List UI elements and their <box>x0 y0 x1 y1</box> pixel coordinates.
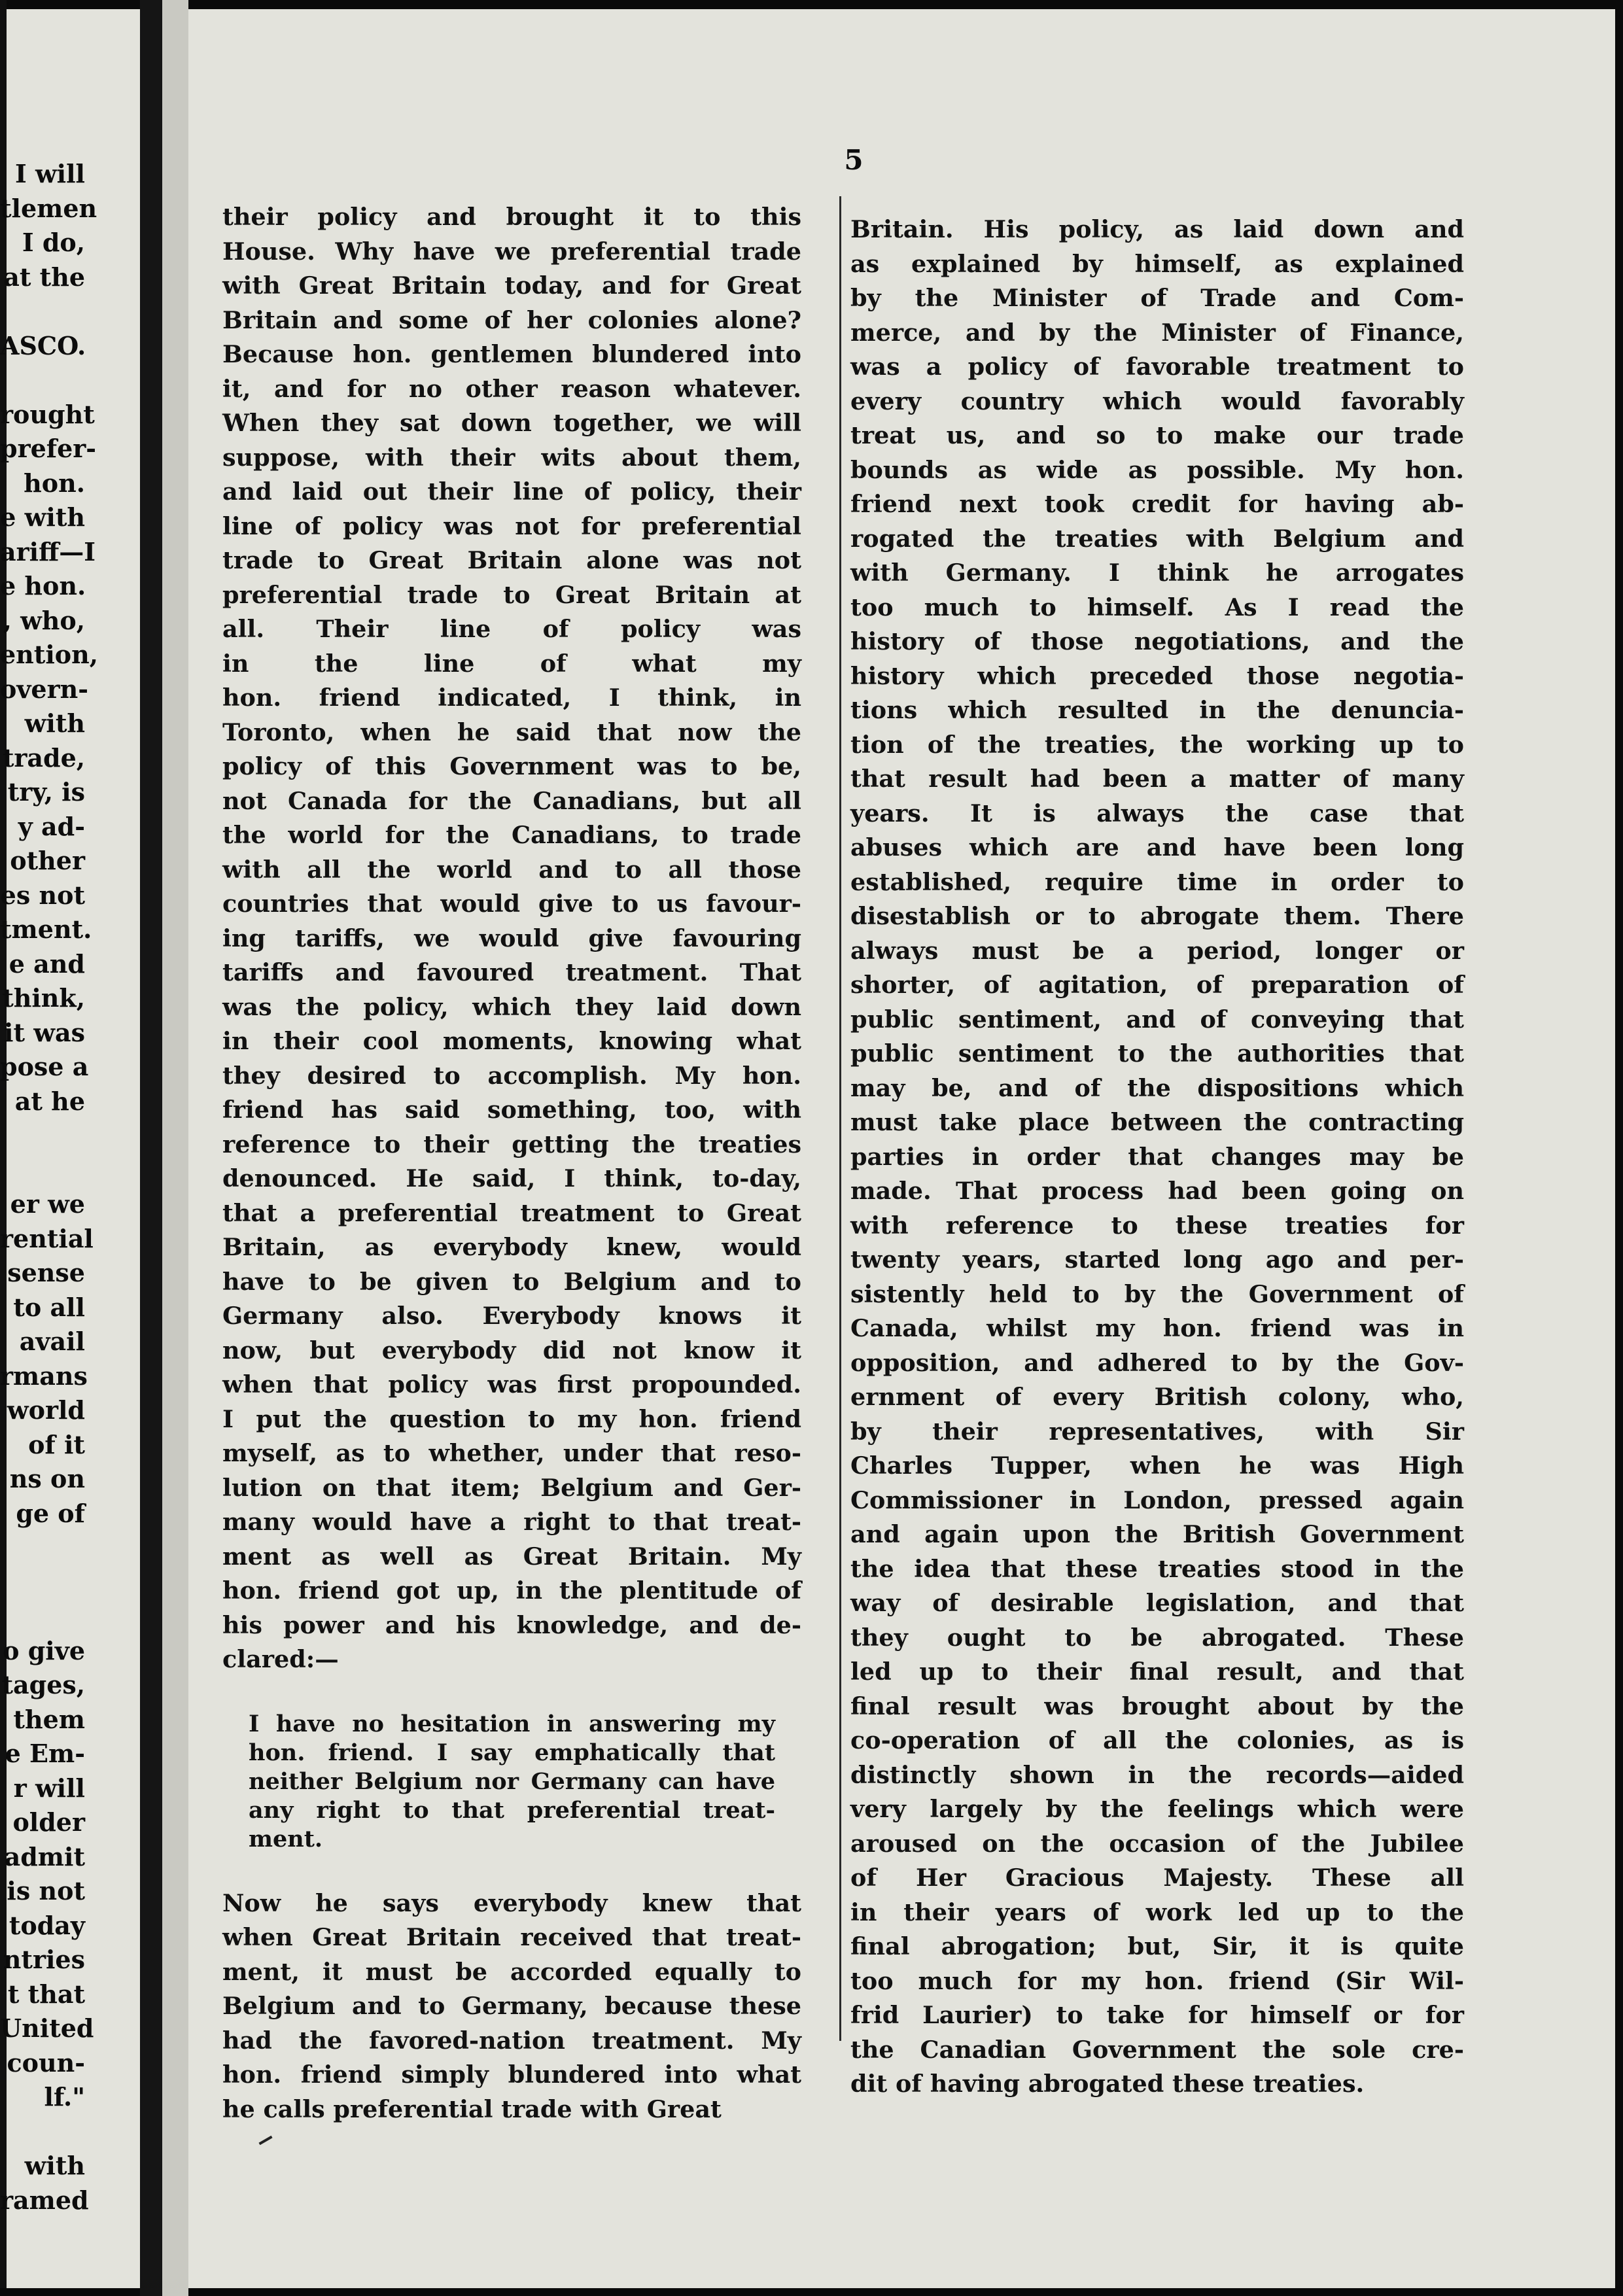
fragment-line: trade, <box>2 742 85 773</box>
text-line: rogated the treaties with Belgium and <box>850 524 1464 553</box>
text-line: Now he says everybody knew that <box>222 1888 801 1917</box>
text-line: Canada, whilst my hon. friend was in <box>850 1314 1464 1342</box>
fragment-line: older <box>12 1807 85 1837</box>
text-line: final result was brought about by the <box>850 1692 1464 1720</box>
paragraph-gap <box>222 1677 801 1710</box>
text-line: public sentiment to the authorities that <box>850 1039 1464 1068</box>
text-line: when Great Britain received that treat- <box>222 1923 801 1951</box>
fragment-line: rmans <box>0 1361 88 1391</box>
fragment-line: of it <box>28 1429 85 1459</box>
binding-shadow <box>162 0 188 2296</box>
text-line: disestablish or to abrogate them. There <box>850 902 1464 930</box>
text-line: merce, and by the Minister of Finance, <box>850 318 1464 347</box>
text-line: bounds as wide as possible. My hon. <box>850 455 1464 484</box>
text-line: too much to himself. As I read the <box>850 593 1464 621</box>
fragment-line: sense <box>7 1258 85 1287</box>
text-line: twenty years, started long ago and per- <box>850 1245 1464 1274</box>
fragment-line: is not <box>7 1876 85 1905</box>
fragment-line: ention, <box>0 640 98 669</box>
text-line: hon. friend simply blundered into what <box>222 2061 801 2089</box>
text-column-right <box>850 213 1464 2102</box>
fragment-line <box>0 1153 85 1188</box>
fragment-line: other <box>10 846 85 875</box>
text-line: hon. friend got up, in the plentitude of <box>222 1576 801 1605</box>
text-line: tions which resulted in the denuncia- <box>850 696 1464 724</box>
fragment-line: at the <box>3 262 85 292</box>
text-line: history which preceded those negotia- <box>850 661 1464 690</box>
text-line: was a policy of favorable treatment to <box>850 353 1464 381</box>
text-line: Britain and some of her colonies alone? <box>222 305 801 334</box>
scan-mark <box>258 2136 272 2145</box>
binding-gutter <box>140 0 162 2296</box>
text-line: the world for the Canadians, to trade <box>222 821 801 849</box>
text-line: by their representatives, with Sir <box>850 1417 1464 1446</box>
fragment-line: , who, <box>3 605 85 635</box>
text-line: in their cool moments, knowing what <box>222 1027 801 1055</box>
quote-line: any right to that preferential treat- <box>249 1796 775 1824</box>
text-line: with all the world and to all those <box>222 855 801 884</box>
scan-border-top <box>0 0 1623 9</box>
text-line: his power and his knowledge, and de- <box>222 1610 801 1639</box>
text-line: friend has said something, too, with <box>222 1096 801 1124</box>
text-line: they desired to accomplish. My hon. <box>222 1061 801 1090</box>
text-line: they ought to be abrogated. These <box>850 1623 1464 1652</box>
text-line: myself, as to whether, under that reso- <box>222 1439 801 1467</box>
text-line: must take place between the contracting <box>850 1108 1464 1136</box>
block-quote <box>222 1710 801 1854</box>
fragment-line: e Em- <box>5 1739 85 1768</box>
text-line: frid Laurier) to take for himself or for <box>850 2001 1464 2029</box>
fragment-line <box>0 2115 85 2149</box>
fragment-line: es not <box>0 880 85 910</box>
text-line: ment, it must be accorded equally to <box>222 1957 801 1986</box>
text-line: now, but everybody did not know it <box>222 1336 801 1365</box>
fragment-line: tment. <box>0 914 92 944</box>
text-line: of Her Gracious Majesty. These all <box>850 1864 1464 1892</box>
text-line: history of those negotiations, and the <box>850 627 1464 655</box>
text-line: line of policy was not for preferential <box>222 512 801 540</box>
fragment-line: pose a <box>0 1052 89 1081</box>
fragment-line: tages, <box>1 1670 85 1699</box>
text-line: and again upon the British Government <box>850 1520 1464 1548</box>
text-line: Britain. His policy, as laid down and <box>850 215 1464 243</box>
text-line: opposition, and adhered to by the Gov- <box>850 1348 1464 1377</box>
text-line: have to be given to Belgium and to <box>222 1267 801 1296</box>
text-line: with reference to these treaties for <box>850 1211 1464 1240</box>
fragment-line: coun- <box>7 2047 85 2078</box>
fragment-line: prefer- <box>0 434 97 463</box>
text-line: when that policy was first propounded. <box>222 1370 801 1399</box>
fragment-line: ariff—I <box>0 536 96 566</box>
text-line: abuses which are and have been long <box>850 833 1464 861</box>
text-line: Britain, as everybody knew, would <box>222 1233 801 1261</box>
fragment-line <box>0 1565 85 1600</box>
text-line: dit of having abrogated these treaties. <box>850 2070 1365 2098</box>
text-line: co-operation of all the colonies, as is <box>850 1726 1464 1754</box>
text-line: treat us, and so to make our trade <box>850 421 1464 449</box>
text-line: had the favored-nation treatment. My <box>222 2026 801 2055</box>
text-line: clared:— <box>222 1645 339 1673</box>
fragment-line: r will <box>13 1773 85 1803</box>
text-line: When they sat down together, we will <box>222 409 801 437</box>
text-line: led up to their final result, and that <box>850 1658 1464 1686</box>
text-line: policy of this Government was to be, <box>222 752 801 780</box>
fragment-line: tlemen <box>0 193 97 223</box>
text-line: not Canada for the Canadians, but all <box>222 786 801 815</box>
fragment-line: today <box>9 1910 85 1940</box>
text-line: years. It is always the case that <box>850 799 1464 827</box>
text-line: their policy and brought it to this <box>222 203 801 231</box>
previous-page-column-fragment <box>0 157 98 2218</box>
fragment-line: e hon. <box>0 571 86 600</box>
text-line: Because hon. gentlemen blundered into <box>222 340 801 368</box>
fragment-line: with <box>24 2151 85 2180</box>
text-line: too much for my hon. friend (Sir Wil- <box>850 1966 1464 1995</box>
text-line: I put the question to my hon. friend <box>222 1404 801 1433</box>
text-line: Commissioner in London, pressed again <box>850 1486 1464 1514</box>
text-line: lution on that item; Belgium and Ger- <box>222 1473 801 1502</box>
text-line: the idea that these treaties stood in the <box>850 1554 1464 1583</box>
scan-border-bottom <box>0 2288 1623 2296</box>
fragment-line: rential <box>0 1223 94 1253</box>
fragment-line: hon. <box>24 468 85 498</box>
text-line: sistently held to by the Government of <box>850 1279 1464 1308</box>
text-line: preferential trade to Great Britain at <box>222 580 801 609</box>
text-line: in their years of work led up to the <box>850 1898 1464 1926</box>
text-line: may be, and of the dispositions which <box>850 1073 1464 1102</box>
text-line: reference to their getting the treaties <box>222 1130 801 1158</box>
fragment-line: try, is <box>7 777 85 807</box>
text-line: Toronto, when he said that now the <box>222 718 801 746</box>
text-line: Belgium and to Germany, because these <box>222 1992 801 2020</box>
fragment-line: lf." <box>44 2082 85 2112</box>
paragraph-1 <box>222 200 801 1677</box>
scan-border-right <box>1615 0 1623 2296</box>
text-line: he calls preferential trade with Great <box>222 2095 722 2123</box>
text-line: very largely by the feelings which were <box>850 1795 1464 1823</box>
fragment-line <box>0 363 85 398</box>
text-line: was the policy, which they laid down <box>222 992 801 1021</box>
text-line: the Canadian Government the sole cre- <box>850 2035 1464 2064</box>
text-line: with Great Britain today, and for Great <box>222 271 801 300</box>
quote-line: I have no hesitation in answering my <box>249 1710 775 1737</box>
text-line: final abrogation; but, Sir, it is quite <box>850 1932 1464 1960</box>
text-line: suppose, with their wits about them, <box>222 443 801 472</box>
fragment-line <box>0 1119 85 1153</box>
text-line: in the line of what my <box>222 649 801 678</box>
fragment-line: ge of <box>16 1498 85 1528</box>
fragment-line: admit <box>4 1841 85 1871</box>
text-line: ernment of every British colony, who, <box>850 1383 1464 1411</box>
text-line: and laid out their line of policy, their <box>222 478 801 506</box>
fragment-line: ntries <box>3 1945 85 1974</box>
fragment-line: e and <box>9 948 85 979</box>
text-line: denounced. He said, I think, to-day, <box>222 1164 801 1192</box>
fragment-line <box>0 1599 85 1634</box>
text-line: with Germany. I think he arrogates <box>850 559 1464 587</box>
paragraph-gap <box>222 1854 801 1887</box>
text-line: by the Minister of Trade and Com- <box>850 284 1464 312</box>
text-line: parties in order that changes may be <box>850 1142 1464 1171</box>
fragment-line: I do, <box>22 228 85 257</box>
text-line: Charles Tupper, when he was High <box>850 1452 1464 1480</box>
fragment-line: t that <box>7 1979 85 2009</box>
text-line: shorter, of agitation, of preparation of <box>850 971 1464 999</box>
text-line: way of desirable legislation, and that <box>850 1589 1464 1617</box>
fragment-line: avail <box>19 1327 85 1356</box>
text-line: trade to Great Britain alone was not <box>222 546 801 574</box>
paragraph-2 <box>222 1887 801 2127</box>
fragment-line: at he <box>14 1086 85 1116</box>
column-divider <box>839 196 841 2041</box>
fragment-line <box>0 294 85 329</box>
text-line: as explained by himself, as explained <box>850 249 1464 278</box>
fragment-line: y ad- <box>18 811 85 841</box>
fragment-line: think, <box>2 983 85 1013</box>
quote-line: neither Belgium nor Germany can have <box>249 1767 775 1795</box>
page-number: 5 <box>844 144 864 176</box>
text-line: every country which would favorably <box>850 387 1464 415</box>
text-line: countries that would give to us favour- <box>222 890 801 918</box>
text-line: public sentiment, and of conveying that <box>850 1005 1464 1034</box>
fragment-line: United <box>0 2013 94 2043</box>
fragment-line: o give <box>3 1635 85 1665</box>
text-line: hon. friend indicated, I think, in <box>222 684 801 712</box>
fragment-line: them <box>13 1704 85 1734</box>
text-line: ing tariffs, we would give favouring <box>222 924 801 952</box>
text-line: all. Their line of policy was <box>222 615 801 643</box>
text-line: made. That process had been going on <box>850 1177 1464 1205</box>
text-line: established, require time in order to <box>850 867 1464 896</box>
text-line: that result had been a matter of many <box>850 765 1464 793</box>
fragment-line: ramed <box>0 2185 89 2215</box>
text-line: tion of the treaties, the working up to <box>850 730 1464 759</box>
fragment-line: world <box>7 1395 85 1425</box>
fragment-line: rought <box>0 399 95 429</box>
fragment-line: I will <box>14 159 85 188</box>
text-column-left <box>222 200 801 2127</box>
fragment-line: overn- <box>0 674 89 704</box>
text-line: friend next took credit for having ab- <box>850 490 1464 518</box>
text-line: tariffs and favoured treatment. That <box>222 958 801 986</box>
text-line: Germany also. Everybody knows it <box>222 1302 801 1330</box>
text-line: always must be a period, longer or <box>850 936 1464 965</box>
fragment-line: to all <box>13 1292 85 1322</box>
text-line: many would have a right to that treat- <box>222 1508 801 1536</box>
fragment-line <box>0 1531 85 1565</box>
text-line: it, and for no other reason whatever. <box>222 374 801 403</box>
fragment-line: ns on <box>9 1464 85 1493</box>
quote-line: ment. <box>249 1825 323 1852</box>
fragment-line: it was <box>4 1017 85 1047</box>
text-line: ment as well as Great Britain. My <box>222 1542 801 1571</box>
fragment-line: ASCO. <box>0 330 86 360</box>
fragment-line: er we <box>10 1189 85 1219</box>
text-line: aroused on the occasion of the Jubilee <box>850 1829 1464 1858</box>
text-line: House. Why have we preferential trade <box>222 237 801 266</box>
fragment-line: e with <box>0 502 85 532</box>
quote-line: hon. friend. I say emphatically that <box>249 1739 775 1766</box>
fragment-line: with <box>24 708 85 738</box>
text-line: that a preferential treatment to Great <box>222 1198 801 1227</box>
text-line: distinctly shown in the records—aided <box>850 1760 1464 1789</box>
